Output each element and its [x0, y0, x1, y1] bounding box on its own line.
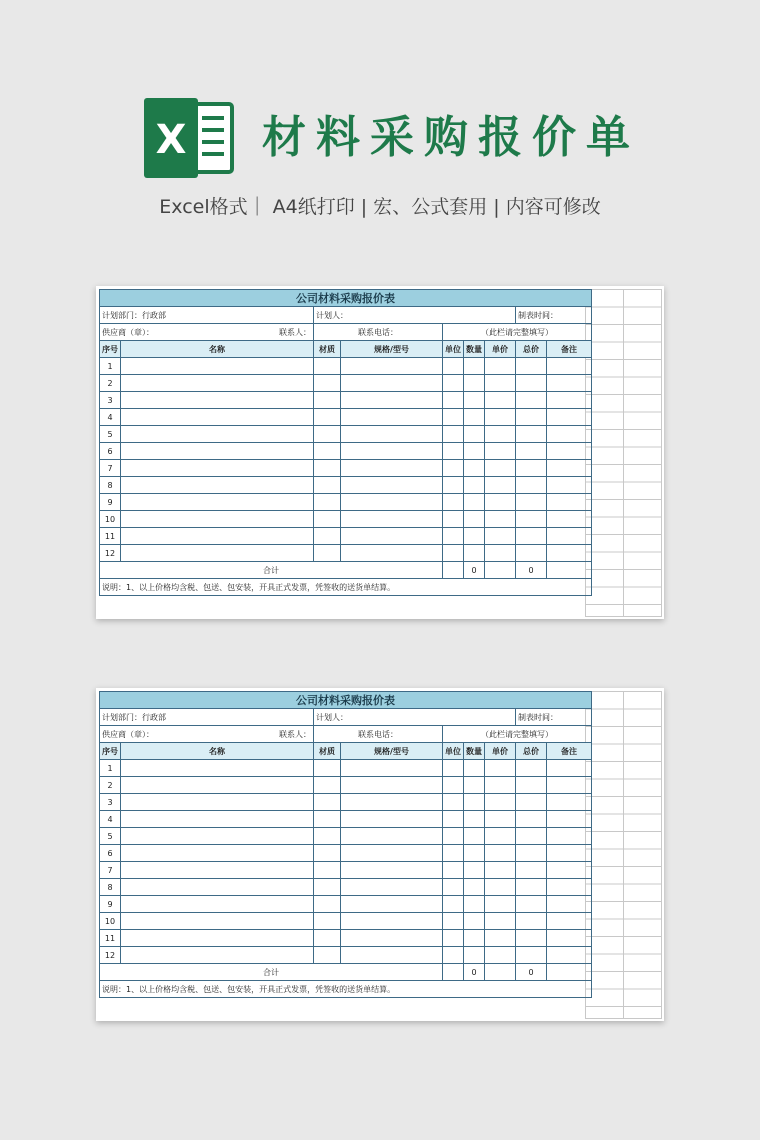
planner-label: 计划人： [314, 709, 516, 726]
col-total: 总价 [516, 341, 547, 358]
empty-cell [341, 794, 443, 811]
table-row [100, 913, 592, 930]
sum-label: 合计 [100, 562, 443, 579]
empty-cell [121, 947, 314, 964]
empty-cell [443, 477, 464, 494]
empty-cell [464, 409, 485, 426]
empty-cell [314, 947, 341, 964]
table-row [100, 760, 592, 777]
empty-cell [443, 392, 464, 409]
col-spec: 规格/型号 [341, 341, 443, 358]
col-qty: 数量 [464, 341, 485, 358]
empty-cell [121, 828, 314, 845]
empty-cell [547, 426, 592, 443]
col-name: 名称 [121, 341, 314, 358]
empty-cell [464, 930, 485, 947]
empty-cell [341, 375, 443, 392]
row-number: 8 [100, 477, 121, 494]
table-row [100, 460, 592, 477]
empty-cell [314, 460, 341, 477]
table-row [100, 896, 592, 913]
col-total: 总价 [516, 743, 547, 760]
empty-cell [443, 862, 464, 879]
empty-cell [516, 913, 547, 930]
row-number: 5 [100, 828, 121, 845]
supplier-label: 供应商（章）： [102, 729, 154, 739]
form-note: 说明：1、以上价格均含税、包送、包安装，开具正式发票，凭签收的送货单结算。 [100, 579, 592, 596]
empty-cell [516, 426, 547, 443]
table-row [100, 862, 592, 879]
empty-cell [516, 528, 547, 545]
row-number: 9 [100, 896, 121, 913]
empty-cell [464, 879, 485, 896]
empty-cell [464, 862, 485, 879]
empty-cell [464, 392, 485, 409]
row-number: 10 [100, 913, 121, 930]
col-remark: 备注 [547, 341, 592, 358]
empty-cell [516, 777, 547, 794]
empty-cell [443, 409, 464, 426]
empty-cell [314, 828, 341, 845]
empty-cell [121, 494, 314, 511]
col-name: 名称 [121, 743, 314, 760]
table-row [100, 947, 592, 964]
empty-cell [547, 460, 592, 477]
table-row [100, 494, 592, 511]
empty-cell [516, 896, 547, 913]
empty-cell [314, 511, 341, 528]
col-remark: 备注 [547, 743, 592, 760]
empty-cell [516, 511, 547, 528]
empty-cell [314, 913, 341, 930]
empty-cell [485, 358, 516, 375]
empty-cell [485, 947, 516, 964]
row-number: 12 [100, 545, 121, 562]
made-time-label: 制表时间： [516, 307, 592, 324]
col-spec: 规格/型号 [341, 743, 443, 760]
empty-cell [464, 426, 485, 443]
empty-cell [443, 930, 464, 947]
table-row [100, 477, 592, 494]
empty-cell [516, 930, 547, 947]
empty-cell [547, 862, 592, 879]
empty-cell [485, 777, 516, 794]
supplier-label: 供应商（章）： [102, 327, 154, 337]
empty-cell [314, 811, 341, 828]
empty-cell [314, 930, 341, 947]
empty-cell [464, 913, 485, 930]
form-title: 公司材料采购报价表 [100, 692, 592, 709]
empty-cell [314, 477, 341, 494]
empty-cell [485, 760, 516, 777]
empty-cell [341, 426, 443, 443]
empty-cell [121, 511, 314, 528]
quote-table [99, 289, 592, 596]
empty-cell [464, 375, 485, 392]
empty-cell [314, 392, 341, 409]
empty-cell [485, 443, 516, 460]
empty-cell [464, 460, 485, 477]
sheet-preview-1 [96, 286, 664, 619]
empty-cell [341, 545, 443, 562]
empty-cell [547, 477, 592, 494]
empty-cell [516, 828, 547, 845]
empty-cell [121, 392, 314, 409]
empty-cell [121, 358, 314, 375]
empty-cell [516, 477, 547, 494]
empty-cell [314, 375, 341, 392]
empty-cell [121, 426, 314, 443]
empty-cell [341, 862, 443, 879]
row-number: 6 [100, 443, 121, 460]
planner-label: 计划人： [314, 307, 516, 324]
empty-cell [314, 794, 341, 811]
table-row [100, 375, 592, 392]
empty-cell [121, 375, 314, 392]
empty-cell [341, 811, 443, 828]
table-row [100, 392, 592, 409]
empty-cell [464, 511, 485, 528]
col-unit: 单位 [443, 341, 464, 358]
excel-logo-icon [140, 98, 236, 178]
empty-cell [547, 375, 592, 392]
empty-cell [443, 845, 464, 862]
empty-cell [314, 528, 341, 545]
empty-cell [547, 947, 592, 964]
empty-cell [121, 913, 314, 930]
empty-cell [464, 777, 485, 794]
spreadsheet-grid-extra [585, 289, 662, 617]
empty-cell [443, 426, 464, 443]
empty-cell [341, 477, 443, 494]
empty-cell [121, 794, 314, 811]
table-row [100, 828, 592, 845]
col-qty: 数量 [464, 743, 485, 760]
empty-cell [485, 930, 516, 947]
empty-cell [464, 477, 485, 494]
empty-cell [443, 760, 464, 777]
empty-cell [121, 409, 314, 426]
empty-cell [485, 511, 516, 528]
page-title: 材料采购报价单 [262, 112, 640, 163]
table-row [100, 777, 592, 794]
col-material: 材质 [314, 743, 341, 760]
empty-cell [314, 862, 341, 879]
form-title: 公司材料采购报价表 [100, 290, 592, 307]
empty-cell [314, 896, 341, 913]
empty-cell [314, 409, 341, 426]
empty-cell [341, 777, 443, 794]
empty-cell [121, 930, 314, 947]
table-row [100, 545, 592, 562]
empty-cell [341, 879, 443, 896]
empty-cell [516, 392, 547, 409]
empty-cell [547, 409, 592, 426]
empty-cell [341, 828, 443, 845]
empty-cell [314, 777, 341, 794]
empty-cell [464, 828, 485, 845]
empty-cell [516, 358, 547, 375]
empty-cell [121, 460, 314, 477]
empty-cell [516, 947, 547, 964]
phone-label: 联系电话： [314, 324, 443, 341]
table-row [100, 879, 592, 896]
empty-cell [485, 494, 516, 511]
row-number: 3 [100, 392, 121, 409]
empty-cell [341, 392, 443, 409]
empty-cell [485, 862, 516, 879]
empty-cell [314, 426, 341, 443]
empty-cell [464, 794, 485, 811]
empty-cell [443, 777, 464, 794]
empty-cell [443, 375, 464, 392]
empty-cell [314, 760, 341, 777]
row-number: 4 [100, 811, 121, 828]
col-unit: 单位 [443, 743, 464, 760]
empty-cell [121, 811, 314, 828]
empty-cell [121, 879, 314, 896]
empty-cell [341, 947, 443, 964]
empty-cell [547, 545, 592, 562]
made-time-label: 制表时间： [516, 709, 592, 726]
contact-label: 联系人： [279, 327, 311, 337]
empty-cell [547, 811, 592, 828]
empty-cell [341, 409, 443, 426]
col-unit-price: 单价 [485, 743, 516, 760]
empty-cell [547, 494, 592, 511]
empty-cell [547, 392, 592, 409]
row-number: 4 [100, 409, 121, 426]
empty-cell [516, 409, 547, 426]
col-seq: 序号 [100, 743, 121, 760]
empty-cell [443, 896, 464, 913]
empty-cell [341, 443, 443, 460]
empty-cell [464, 494, 485, 511]
empty-cell [516, 811, 547, 828]
row-number: 11 [100, 528, 121, 545]
fill-note: （此栏请完整填写） [443, 726, 592, 743]
empty-cell [464, 845, 485, 862]
empty-cell [464, 760, 485, 777]
empty-cell [516, 862, 547, 879]
empty-cell [547, 358, 592, 375]
row-number: 3 [100, 794, 121, 811]
empty-cell [443, 528, 464, 545]
empty-cell [443, 545, 464, 562]
empty-cell [341, 494, 443, 511]
empty-cell [341, 460, 443, 477]
empty-cell [464, 443, 485, 460]
empty-cell [547, 528, 592, 545]
empty-cell [443, 828, 464, 845]
empty-cell [516, 545, 547, 562]
empty-cell [547, 760, 592, 777]
row-number: 11 [100, 930, 121, 947]
empty-cell [485, 845, 516, 862]
row-number: 2 [100, 375, 121, 392]
contact-label: 联系人： [279, 729, 311, 739]
empty-cell [485, 896, 516, 913]
empty-cell [485, 794, 516, 811]
empty-cell [485, 811, 516, 828]
empty-cell [516, 845, 547, 862]
quote-table [99, 691, 592, 998]
empty-cell [464, 947, 485, 964]
empty-cell [121, 545, 314, 562]
sum-label: 合计 [100, 964, 443, 981]
page-subtitle: Excel格式｜ A4纸打印 | 宏、公式套用 | 内容可修改 [159, 196, 601, 218]
empty-cell [341, 528, 443, 545]
table-row [100, 528, 592, 545]
row-number: 7 [100, 460, 121, 477]
table-row [100, 811, 592, 828]
sum-qty: 0 [464, 964, 485, 981]
empty-cell [121, 477, 314, 494]
empty-cell [547, 443, 592, 460]
plan-dept-label: 计划部门：行政部 [100, 709, 314, 726]
empty-cell [516, 494, 547, 511]
row-number: 10 [100, 511, 121, 528]
empty-cell [547, 913, 592, 930]
empty-cell [314, 358, 341, 375]
spreadsheet-grid-extra [585, 691, 662, 1019]
empty-cell [443, 811, 464, 828]
data-rows [100, 760, 592, 964]
row-number: 7 [100, 862, 121, 879]
empty-cell [547, 845, 592, 862]
row-number: 6 [100, 845, 121, 862]
empty-cell [485, 913, 516, 930]
table-row [100, 409, 592, 426]
row-number: 2 [100, 777, 121, 794]
empty-cell [443, 443, 464, 460]
empty-cell [341, 913, 443, 930]
empty-cell [341, 511, 443, 528]
empty-cell [516, 443, 547, 460]
empty-cell [516, 760, 547, 777]
empty-cell [314, 494, 341, 511]
col-unit-price: 单价 [485, 341, 516, 358]
empty-cell [547, 896, 592, 913]
empty-cell [443, 794, 464, 811]
sheet-preview-2 [96, 688, 664, 1021]
empty-cell [464, 896, 485, 913]
empty-cell [516, 460, 547, 477]
empty-cell [464, 811, 485, 828]
table-row [100, 426, 592, 443]
empty-cell [485, 426, 516, 443]
empty-cell [547, 777, 592, 794]
row-number: 5 [100, 426, 121, 443]
sum-qty: 0 [464, 562, 485, 579]
table-row [100, 845, 592, 862]
data-rows [100, 358, 592, 562]
empty-cell [341, 930, 443, 947]
empty-cell [121, 760, 314, 777]
empty-cell [464, 358, 485, 375]
empty-cell [314, 443, 341, 460]
empty-cell [314, 545, 341, 562]
empty-cell [547, 794, 592, 811]
empty-cell [547, 828, 592, 845]
plan-dept-label: 计划部门：行政部 [100, 307, 314, 324]
row-number: 12 [100, 947, 121, 964]
empty-cell [443, 913, 464, 930]
empty-cell [314, 845, 341, 862]
empty-cell [121, 862, 314, 879]
empty-cell [485, 477, 516, 494]
row-number: 1 [100, 358, 121, 375]
empty-cell [464, 545, 485, 562]
logo-letter: X [155, 117, 187, 163]
row-number: 9 [100, 494, 121, 511]
empty-cell [121, 845, 314, 862]
phone-label: 联系电话： [314, 726, 443, 743]
empty-cell [341, 760, 443, 777]
table-row [100, 358, 592, 375]
form-note: 说明：1、以上价格均含税、包送、包安装，开具正式发票，凭签收的送货单结算。 [100, 981, 592, 998]
empty-cell [341, 358, 443, 375]
empty-cell [485, 828, 516, 845]
empty-cell [485, 375, 516, 392]
empty-cell [341, 845, 443, 862]
empty-cell [516, 879, 547, 896]
empty-cell [121, 443, 314, 460]
sum-total: 0 [516, 562, 547, 579]
empty-cell [485, 545, 516, 562]
empty-cell [443, 511, 464, 528]
empty-cell [314, 879, 341, 896]
table-row [100, 511, 592, 528]
empty-cell [547, 879, 592, 896]
empty-cell [485, 392, 516, 409]
fill-note: （此栏请完整填写） [443, 324, 592, 341]
empty-cell [464, 528, 485, 545]
empty-cell [121, 528, 314, 545]
empty-cell [341, 896, 443, 913]
empty-cell [547, 930, 592, 947]
empty-cell [516, 375, 547, 392]
empty-cell [485, 528, 516, 545]
empty-cell [443, 879, 464, 896]
table-row [100, 930, 592, 947]
sum-total: 0 [516, 964, 547, 981]
col-seq: 序号 [100, 341, 121, 358]
empty-cell [516, 794, 547, 811]
empty-cell [485, 879, 516, 896]
empty-cell [443, 494, 464, 511]
col-material: 材质 [314, 341, 341, 358]
empty-cell [485, 409, 516, 426]
row-number: 1 [100, 760, 121, 777]
empty-cell [443, 358, 464, 375]
empty-cell [121, 896, 314, 913]
empty-cell [485, 460, 516, 477]
empty-cell [443, 460, 464, 477]
row-number: 8 [100, 879, 121, 896]
empty-cell [443, 947, 464, 964]
empty-cell [547, 511, 592, 528]
table-row [100, 443, 592, 460]
table-row [100, 794, 592, 811]
empty-cell [121, 777, 314, 794]
